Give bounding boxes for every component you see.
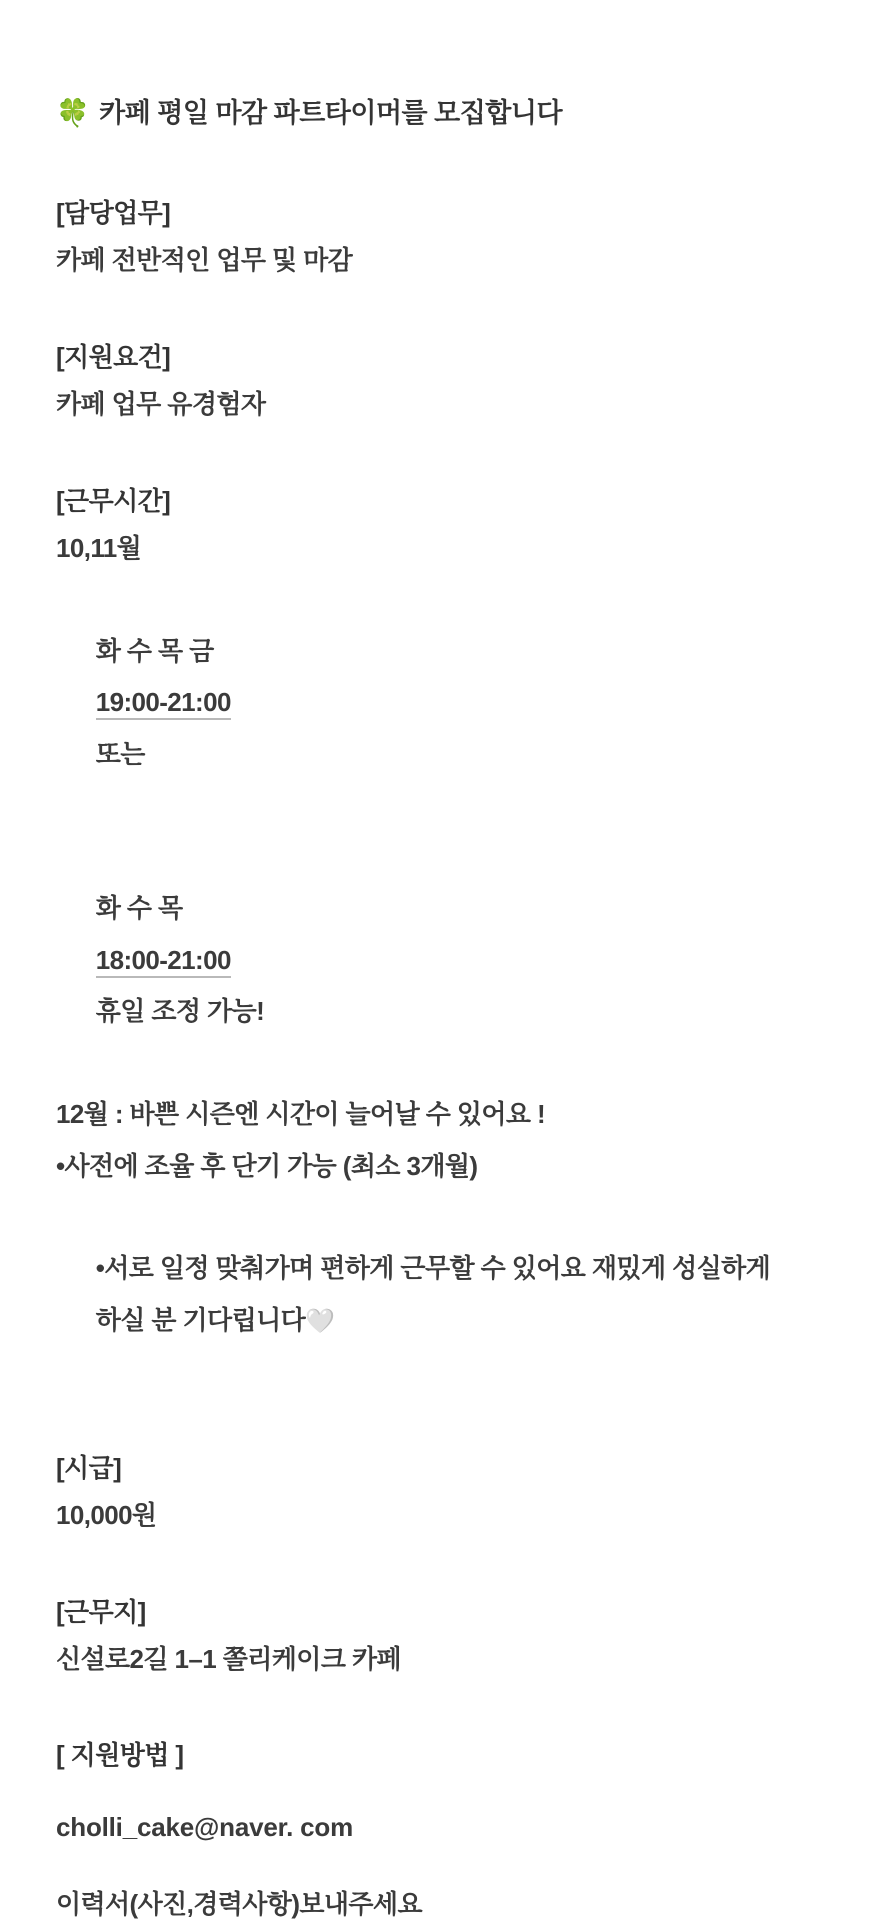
section-body-duties: 카페 전반적인 업무 및 마감 — [56, 245, 353, 276]
work-hours-december: 12월 : 바쁜 시즌엔 시간이 늘어날 수 있어요 ! — [56, 1099, 546, 1130]
work-hours-bullet-1: •사전에 조율 후 단기 가능 (최소 3개월) — [56, 1150, 478, 1181]
section-wage — [56, 1448, 823, 1542]
work-hours-months: 10,11월 — [56, 532, 142, 563]
section-requirements — [56, 337, 823, 431]
section-heading-duties: [담당업무] — [56, 198, 171, 229]
work-hours-bullet-2-part2: 하실 분 기다립니다 — [95, 1304, 306, 1335]
work-hours-option-2-suffix: 휴일 조정 가능! — [95, 996, 265, 1027]
section-heading-work-hours: [근무시간] — [56, 485, 171, 516]
wage-value: 10,000원 — [56, 1500, 157, 1531]
section-duties — [56, 193, 823, 287]
section-heading-requirements: [지원요건] — [56, 341, 171, 372]
work-hours-option-1 — [56, 574, 823, 831]
section-heading-apply: [ 지원방법 ] — [56, 1740, 184, 1771]
page-title — [56, 96, 823, 131]
section-heading-location: [근무지] — [56, 1596, 146, 1627]
apply-email[interactable]: cholli_cake@naver. com — [56, 1811, 353, 1842]
apply-note: 이력서(사진,경력사항)보내주세요 — [56, 1889, 422, 1920]
work-hours-option-1-suffix: 또는 — [95, 738, 145, 769]
location-value: 신설로2길 1–1 쫄리케이크 카페 — [56, 1643, 401, 1674]
page-title-text: 카페 평일 마감 파트타이머를 모집합니다 — [99, 98, 563, 128]
clover-icon: 🍀 — [56, 98, 90, 129]
section-heading-wage: [시급] — [56, 1452, 122, 1483]
section-apply — [56, 1735, 823, 1930]
work-hours-option-2-time: 18:00-21:00 — [96, 945, 231, 978]
section-work-hours — [56, 481, 823, 1398]
work-hours-option-1-days: 화 수 목 금 — [95, 635, 214, 666]
work-hours-bullet-2 — [56, 1192, 823, 1398]
work-hours-bullet-2-part1: •서로 일정 맞춰가며 편하게 근무할 수 있어요 재밌게 성실하게 — [95, 1253, 771, 1284]
work-hours-option-2-days: 화 수 목 — [95, 893, 183, 924]
section-body-requirements: 카페 업무 유경험자 — [56, 389, 266, 420]
work-hours-option-2 — [56, 832, 823, 1089]
white-heart-icon: 🤍 — [305, 1307, 335, 1335]
section-location — [56, 1592, 823, 1686]
work-hours-option-1-time: 19:00-21:00 — [96, 687, 231, 720]
